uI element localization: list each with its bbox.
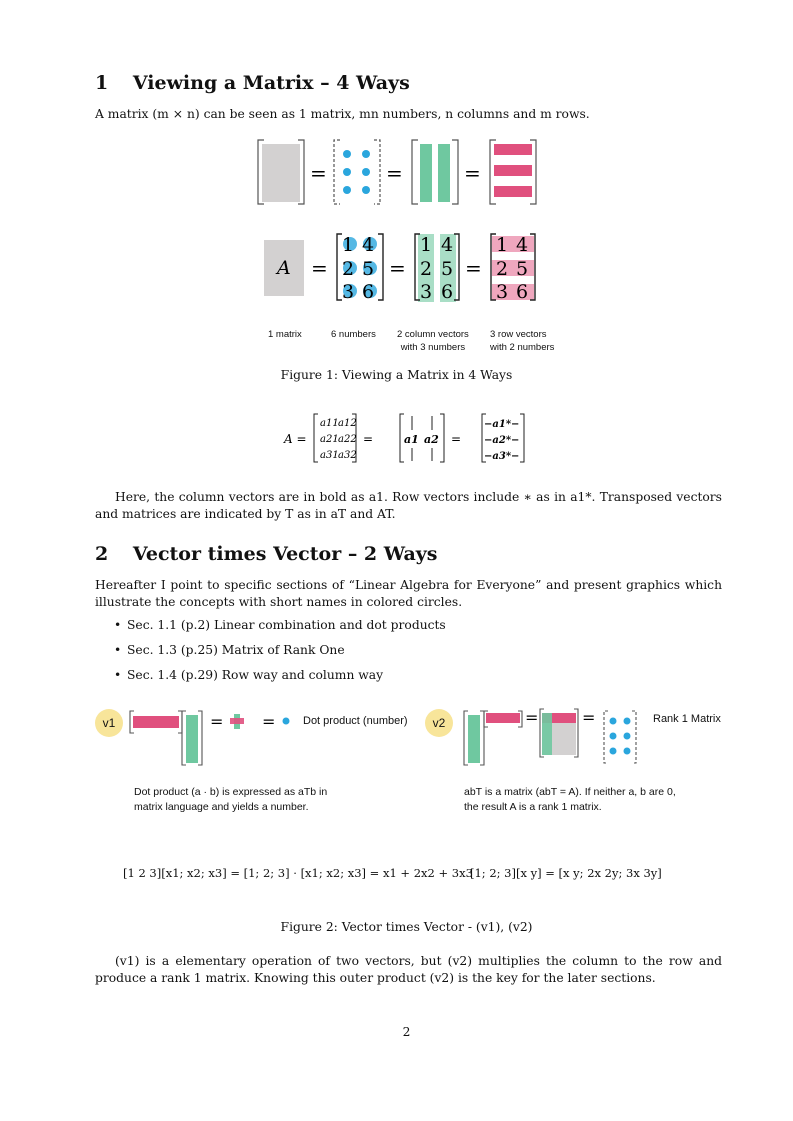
- svg-text:5: 5: [362, 258, 375, 280]
- svg-text:2: 2: [496, 258, 509, 280]
- svg-text:=: =: [310, 161, 327, 185]
- svg-text:=: =: [262, 712, 276, 731]
- bullet-item: • Sec. 1.3 (p.25) Matrix of Rank One: [127, 643, 345, 657]
- label-six-numbers: 6 numbers: [331, 329, 376, 340]
- v2-label: Rank 1 Matrix: [653, 713, 721, 725]
- svg-text:=: =: [389, 256, 406, 280]
- badge-v2: v2: [425, 709, 453, 737]
- svg-text:=: =: [311, 256, 328, 280]
- section-1-intro: A matrix (m × n) can be seen as 1 matrix, mn numbers, n columns and m rows.: [95, 107, 590, 121]
- svg-text:a22: a22: [338, 434, 357, 445]
- numbers-dots-view: [334, 140, 380, 204]
- paragraph-1: Here, the column vectors are in bold as a1. Row vectors include ∗ as in a1*. Transposed vectors and matrices are indicated by T as in aT and AT.: [95, 490, 722, 521]
- matrix-block-view: [258, 140, 304, 204]
- svg-text:A =: A =: [284, 432, 307, 446]
- svg-text:2: 2: [420, 258, 433, 280]
- svg-text:a21: a21: [320, 434, 339, 445]
- svg-text:1: 1: [496, 234, 509, 256]
- svg-text:−a3*−: −a3*−: [484, 451, 520, 462]
- svg-text:a11: a11: [320, 418, 339, 429]
- svg-text:4: 4: [441, 234, 454, 256]
- bullet-item: • Sec. 1.4 (p.29) Row way and column way: [127, 668, 383, 682]
- columns-view: [412, 140, 458, 204]
- svg-text:=: =: [582, 708, 596, 727]
- page-number: 2: [402, 1025, 411, 1039]
- figure1-shape-views: [250, 134, 550, 212]
- svg-text:a12: a12: [338, 418, 357, 429]
- figure1-numeric-views: [260, 230, 550, 306]
- v1-description: Dot product (a · b) is expressed as aTb in matrix language and yields a number.: [134, 786, 328, 813]
- svg-text:1: 1: [342, 234, 355, 256]
- svg-text:−a2*−: −a2*−: [484, 435, 520, 446]
- svg-text:a32: a32: [338, 450, 357, 461]
- bullet-item: • Sec. 1.1 (p.2) Linear combination and dot products: [127, 618, 446, 632]
- figure2-caption: Figure 2: Vector times Vector - (v1), (v2): [280, 920, 533, 934]
- svg-text:=: =: [525, 708, 539, 727]
- svg-text:5: 5: [516, 258, 529, 280]
- svg-text:−a1*−: −a1*−: [484, 419, 520, 430]
- section-title: Vector times Vector – 2 Ways: [132, 543, 438, 565]
- svg-text:3: 3: [342, 281, 355, 303]
- svg-text:3: 3: [420, 281, 433, 303]
- v1-diagram: [128, 705, 298, 767]
- general-matrix-equation: [280, 410, 530, 466]
- label-one-matrix: 1 matrix: [268, 329, 302, 340]
- svg-text:a31: a31: [320, 450, 339, 461]
- svg-text:1: 1: [420, 234, 433, 256]
- section-2-intro: Hereafter I point to specific sections of “Linear Algebra for Everyone” and present graphics which illustrate the concepts with short names in colored circles.: [95, 578, 722, 609]
- svg-text:5: 5: [441, 258, 454, 280]
- v2-description: abT is a matrix (abT = A). If neither a, b are 0, the result A is a rank 1 matrix.: [464, 786, 676, 813]
- label-row-vectors: 3 row vectors with 2 numbers: [490, 329, 555, 353]
- section-number: 2: [95, 543, 109, 565]
- svg-text:6: 6: [516, 281, 529, 303]
- v2-equation: [1; 2; 3][x y] = [x y; 2x 2y; 3x 3y]: [470, 866, 662, 880]
- svg-text:=: =: [386, 161, 403, 185]
- rows-view: [490, 140, 536, 204]
- section-2-heading: [95, 543, 438, 565]
- section-title: Viewing a Matrix – 4 Ways: [132, 72, 410, 94]
- symbol-A: A: [277, 257, 291, 279]
- svg-text:6: 6: [441, 281, 454, 303]
- badge-v1: v1: [95, 709, 123, 737]
- v2-diagram: [462, 705, 642, 767]
- svg-text:=: =: [464, 161, 481, 185]
- v1-label: Dot product (number): [303, 715, 408, 727]
- svg-text:=: =: [363, 432, 374, 446]
- svg-text:4: 4: [362, 234, 375, 256]
- figure1-caption: Figure 1: Viewing a Matrix in 4 Ways: [280, 368, 513, 382]
- svg-text:2: 2: [342, 258, 355, 280]
- svg-text:6: 6: [362, 281, 375, 303]
- svg-text:a1: a1: [404, 433, 419, 446]
- svg-text:=: =: [210, 712, 224, 731]
- label-column-vectors: 2 column vectors with 3 numbers: [397, 329, 469, 353]
- svg-text:a2: a2: [424, 433, 439, 446]
- svg-text:4: 4: [516, 234, 529, 256]
- svg-text:=: =: [465, 256, 482, 280]
- v1-equation: [1 2 3][x1; x2; x3] = [1; 2; 3] · [x1; x2; x3] = x1 + 2x2 + 3x3: [123, 866, 473, 880]
- section-number: 1: [95, 72, 109, 94]
- paragraph-2: (v1) is a elementary operation of two vectors, but (v2) multiplies the column to the row and produce a rank 1 matrix. Knowing this outer product (v2) is the key for the later sections.: [95, 954, 722, 985]
- section-1-heading: [95, 72, 410, 94]
- svg-text:=: =: [451, 432, 462, 446]
- svg-text:3: 3: [496, 281, 509, 303]
